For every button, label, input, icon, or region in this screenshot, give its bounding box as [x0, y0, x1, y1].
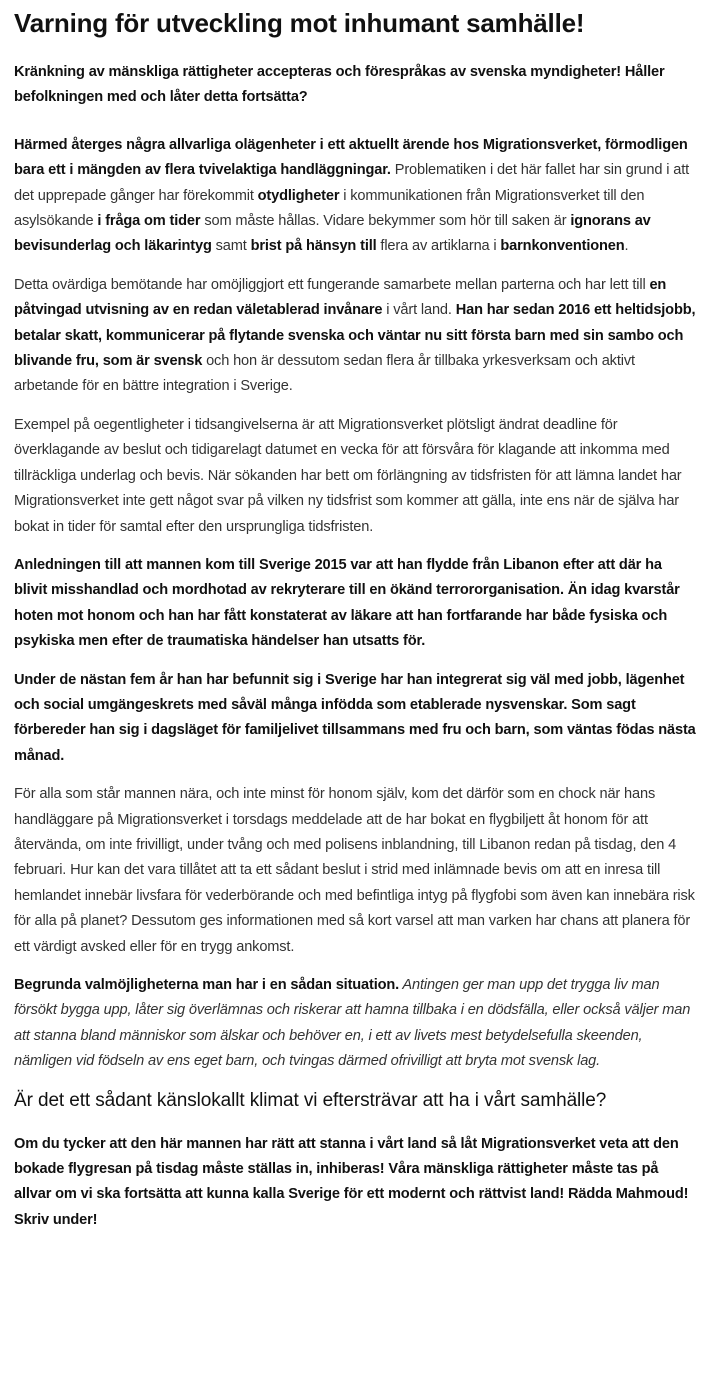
text-segment: Anledningen till att mannen kom till Sverige 2015 var att han flydde från Libanon efter att där ha blivit misshandlad och mordhotad av rekryterare till en ökänd terrororganisation. Än idag kvarstår hoten mot honom och han har fått konstaterat av läkare att han fortfarande har både fysiska och psykiska men efter de traumatiska händelser han utsatts för.	[14, 556, 680, 650]
text-segment: och hon är dessutom sedan flera år tillbaka yrkesverksam och aktivt arbetande för en bättre integration i Sverige.	[14, 353, 635, 395]
text-segment: Om du tycker att den här mannen har rätt att stanna i vårt land så låt Migrationsverket veta att den bokade flygresan på tisdag måste ställas in, inhiberas! Våra mänskliga rättigheter måste tas på allvar om vi ska fortsätta att kunna kalla Sverige för ett modernt och rättvist land! Rädda Mahmoud! Skriv under!	[14, 1135, 689, 1228]
text-segment: i fråga om tider	[97, 213, 201, 230]
closing-paragraph	[14, 1132, 697, 1234]
text-segment: Begrunda valmöjligheterna man har i en sådan situation.	[14, 977, 400, 993]
text-segment: brist på hänsyn till	[250, 238, 377, 255]
text-segment: .	[624, 238, 629, 255]
text-segment: Kränkning av mänskliga rättigheter accepteras och förespråkas av svenska myndigheter! Håller befolkningen med och låter detta fortsätta?	[14, 64, 665, 106]
text-segment: en påtvingad utvisning av en redan väletablerad invånare	[14, 276, 667, 319]
text-segment: Antingen ger man upp det trygga liv man försökt bygga upp, låter sig överlämnas och riskerar att hamna tillbaka i en dödsfälla, eller också väljer man att stanna bland människor som älskar och behöver en, i ett av livets mest betydelsefulla skeenden, nämligen vid födseln av ens eget barn, och tvingas därmed ofrivilligt att bryta mot svensk lag.	[14, 977, 691, 1070]
text-segment: Exempel på oegentligheter i tidsangivelserna är att Migrationsverket plötsligt ändrat deadline för överklagande av beslut och tidigarelagt datumet en vecka för att försvåra för klagande att inkomma med tillräckliga underlag och bevis. När sökanden har bett om förlängning av tidsfristen för att lämna landet har Migrationsverket inte gett något svar på vilken ny tidsfrist som kommer att gälla, inte ens när de själva har bokat in tider för samtal efter den ursprungliga tidsfristen.	[14, 416, 682, 535]
text-segment: Härmed återges några allvarliga olägenheter i ett aktuellt ärende hos Migrationsverket, förmodligen bara ett i mängden av flera tvivelaktiga handläggningar.	[14, 136, 688, 179]
body-paragraph-2	[14, 273, 697, 400]
text-segment: samt	[211, 238, 251, 255]
subheading: Är det ett sådant känslokallt klimat vi eftersträvar att ha i vårt samhälle?	[14, 1089, 607, 1111]
body-paragraph-1	[14, 133, 697, 260]
text-segment: i kommunikationen från Migrationsverket till den asylsökande	[14, 187, 645, 230]
page-title: Varning för utveckling mot inhumant samhälle!	[14, 8, 585, 38]
text-segment: För alla som står mannen nära, och inte minst för honom själv, kom det därför som en chock när hans handläggare på Migrationsverket i torsdags meddelade att de har bokat en flygbiljett åt honom för att återvända, om inte frivilligt, under tvång och med polisens inblandning, till Libanon redan på tisdag, den 4 februari. Hur kan det vara tillåtet att ta ett sådant beslut i strid med inlämnade bevis om att en inresa till hemlandet innebär livsfara för vederbörande och med befintliga intyg på flygfobi som även kan innebära risk för alla på planet? Dessutom ges informationen med så kort varsel att man varken har chans att planera för ett värdigt avsked eller för en trygg ankomst.	[14, 786, 695, 955]
text-segment: Han har sedan 2016 ett heltidsjobb, betalar skatt, kommunicerar på flytande svenska och väntar nu sitt första barn med sin sambo och blivande fru, som är svensk	[14, 302, 696, 370]
body-paragraph-4	[14, 553, 697, 655]
text-segment: Problematiken i det här fallet har sin grund i att det upprepade gånger har förekommit	[14, 162, 689, 204]
body-paragraph-5	[14, 668, 697, 770]
text-segment: i vårt land.	[382, 302, 456, 319]
body-paragraph-7	[14, 973, 697, 1075]
text-segment: Under de nästan fem år han har befunnit sig i Sverige har han integrerat sig väl med jobb, lägenhet och social umgängeskrets med såväl många infödda som etablerade nysvenskar. Som sagt förbereder han sig i dagsläget för familjelivet tillsammans med fru och barn, som väntas födas nästa månad.	[14, 671, 696, 764]
text-segment: flera av artiklarna i	[376, 238, 501, 255]
body-paragraph-6	[14, 782, 697, 960]
body-paragraph-3	[14, 413, 697, 540]
text-segment: otydligheter	[257, 187, 340, 204]
text-segment: som måste hållas. Vidare bekymmer som hör till saken är	[200, 213, 571, 230]
intro-paragraph	[14, 60, 697, 111]
text-segment: barnkonventionen	[500, 238, 625, 255]
text-segment: ignorans av bevisunderlag och läkarintyg	[14, 213, 651, 255]
text-segment: Detta ovärdiga bemötande har omöjliggjort ett fungerande samarbete mellan parterna och har lett till	[14, 276, 650, 293]
